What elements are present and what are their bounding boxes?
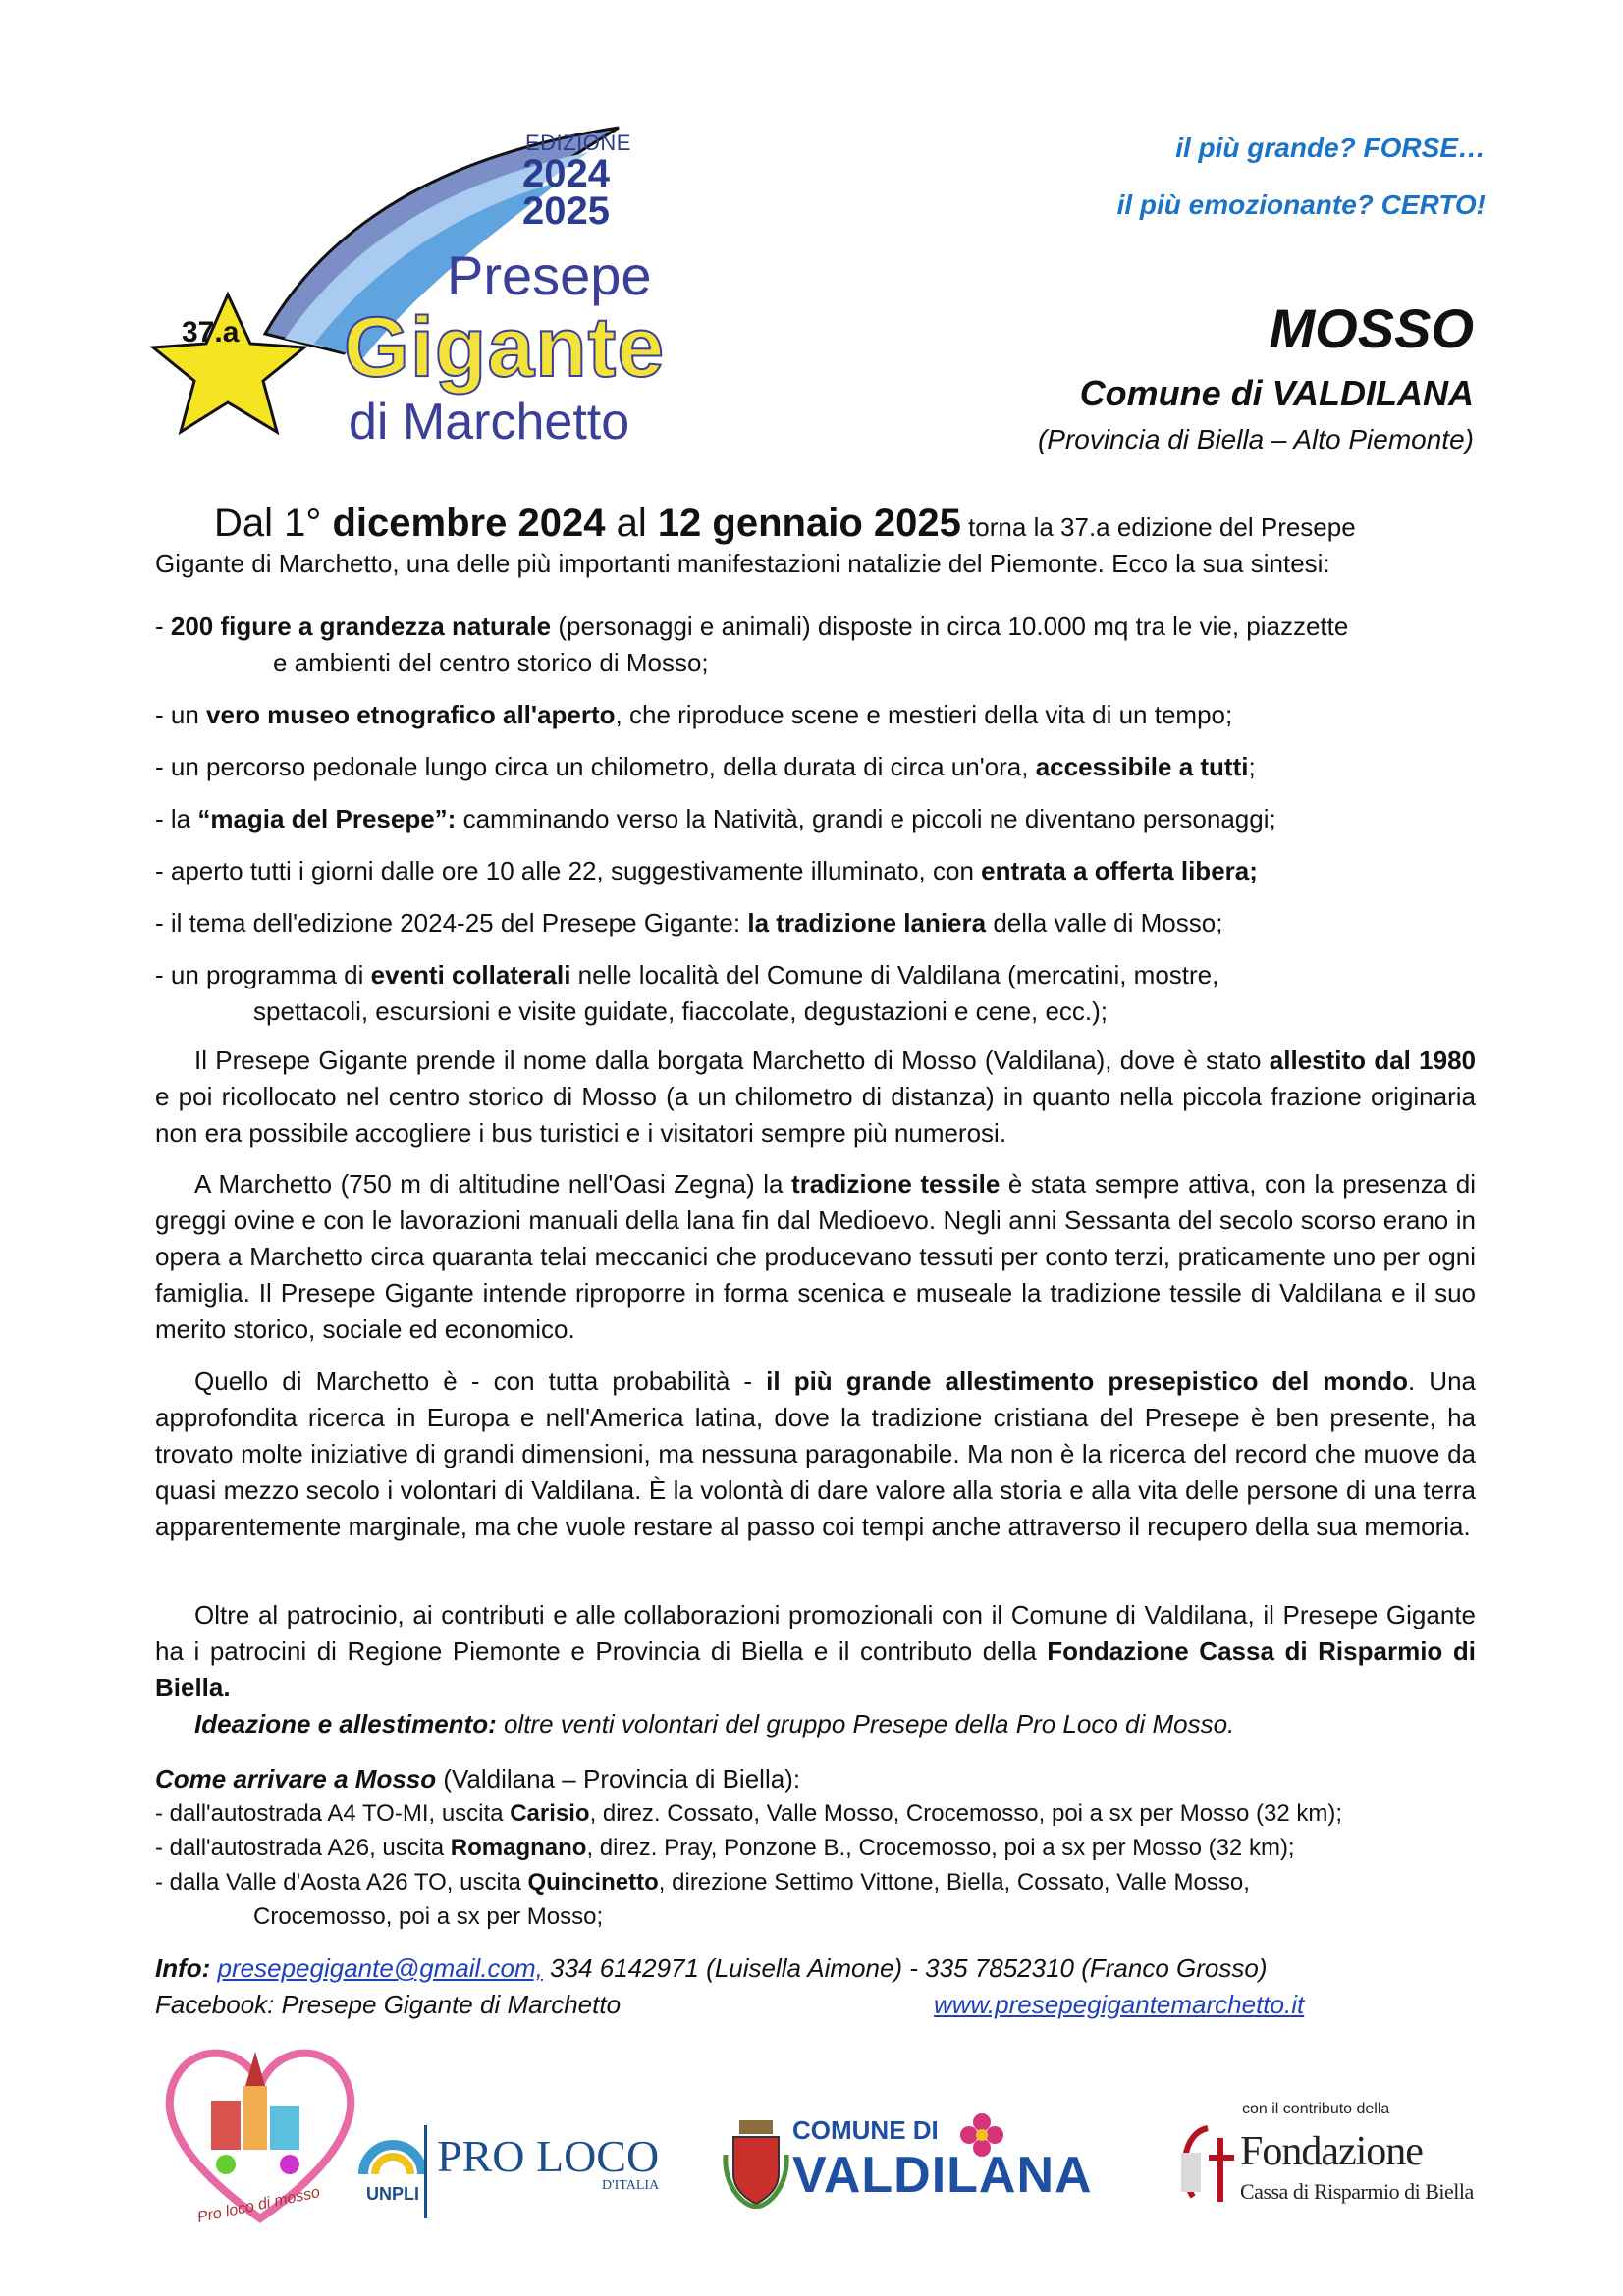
info-phones: 334 6142971 (Luisella Aimone) - 335 7852310 (Franco Grosso): [542, 1953, 1268, 1983]
directions-title: Come arrivare a Mosso: [155, 1764, 437, 1793]
coat-of-arms-icon: [722, 2115, 790, 2209]
proloco-italia-sub: D'ITALIA: [602, 2178, 660, 2193]
bullet-item: [155, 853, 1481, 889]
info-line: [155, 1950, 1510, 1987]
para-bold: Fondazione Cassa di Risparmio di Biella.: [155, 1636, 1476, 1702]
fondazione-text: Fondazione: [1240, 2129, 1423, 2174]
logo-gigante: Gigante: [344, 300, 666, 395]
route-item: [155, 1831, 1510, 1865]
route-item: [155, 1796, 1510, 1831]
fondazione-emblem-icon: [1173, 2118, 1242, 2207]
para-bold: allestito dal 1980: [1269, 1045, 1476, 1075]
bullet-item: [155, 697, 1481, 733]
intro-text-1: Dal 1°: [214, 502, 333, 545]
para-text: Il Presepe Gigante prende il nome dalla borgata Marchetto di Mosso (Valdilana), dove è stato: [194, 1045, 1270, 1075]
bullet-text: nelle località del Comune di Valdilana (mercatini, mostre,: [570, 960, 1219, 989]
unpli-logo: [353, 2120, 432, 2218]
bullet-text: -: [155, 612, 171, 641]
town-title: MOSSO: [1269, 297, 1474, 359]
route-exit: Quincinetto: [527, 1869, 659, 1896]
ideazione-text: oltre venti volontari del gruppo Presepe della Pro Loco di Mosso.: [496, 1709, 1235, 1738]
intro-text-3: torna la 37.a edizione del Presepe: [960, 512, 1356, 542]
edition-label: EDIZIONE: [525, 131, 631, 155]
bullet-item: [155, 801, 1481, 837]
para-bold: il più grande allestimento presepistico del mondo: [766, 1366, 1408, 1396]
bullet-bold: la tradizione laniera: [747, 908, 987, 937]
fondazione-logo: [1173, 2101, 1488, 2218]
logo-divider: [424, 2125, 427, 2218]
route-exit: Carisio: [510, 1800, 590, 1827]
comune-title: Comune di VALDILANA: [1079, 373, 1474, 413]
info-block: [155, 1950, 1510, 2023]
route-text: , direz. Pray, Ponzone B., Crocemosso, poi a sx per Mosso (32 km);: [586, 1835, 1295, 1861]
unpli-text: UNPLI: [366, 2184, 419, 2204]
paragraph-history: [155, 1042, 1476, 1151]
facebook-line: [155, 1987, 1510, 2023]
website-link[interactable]: www.presepegigantemarchetto.it: [934, 1990, 1305, 2019]
paragraph-record: [155, 1363, 1476, 1545]
contributo-text: con il contributo della: [1242, 2101, 1390, 2117]
bullet-text: - un: [155, 700, 207, 729]
para-text: è stata sempre attiva, con la presenza di greggi ovine e con le lavorazioni manuali della lana fin dal Medioevo. Negli anni Sessanta del secolo scorso erano in opera a Marchetto circa quaranta telai meccanici che producevano tessuti per conto terzi, praticamente uno per ogni famiglia. Il Presepe Gigante intende riproporre in forma scenica e museale la tradizione tessile di Valdilana e il suo merito storico, sociale ed economico.: [155, 1169, 1477, 1344]
intro-text-2: al: [605, 502, 658, 545]
bullet-list: [155, 609, 1481, 1030]
slogan-line-1: il più grande? FORSE…: [1175, 133, 1486, 163]
route-item: [155, 1865, 1510, 1899]
directions-title-line: [155, 1762, 1510, 1796]
proloco-italia-text: PRO LOCO: [437, 2131, 660, 2181]
comune-valdilana-logo: [722, 2110, 1105, 2218]
route-text: , direzione Settimo Vittone, Biella, Cossato, Valle Mosso,: [658, 1869, 1250, 1896]
bullet-continuation: e ambienti del centro storico di Mosso;: [273, 648, 709, 677]
bullet-bold: accessibile a tutti: [1035, 752, 1249, 781]
bullet-text: (personaggi e animali) disposte in circa 10.000 mq tra le vie, piazzette: [551, 612, 1349, 641]
bullet-bold: entrata a offerta libera;: [981, 856, 1258, 885]
bullet-text: - aperto tutti i giorni dalle ore 10 alle 22, suggestivamente illuminato, con: [155, 856, 982, 885]
slogan-line-2: il più emozionante? CERTO!: [1116, 189, 1486, 220]
provincia-subtitle: (Provincia di Biella – Alto Piemonte): [1037, 424, 1474, 454]
bullet-continuation: spettacoli, escursioni e visite guidate, fiaccolate, degustazioni e cene, ecc.);: [253, 996, 1109, 1026]
bullet-item: [155, 749, 1481, 785]
paragraph-textile: [155, 1166, 1476, 1348]
bullet-text: camminando verso la Natività, grandi e piccoli ne diventano personaggi;: [456, 804, 1276, 833]
email-link[interactable]: presepegigante@gmail.com,: [217, 1953, 543, 1983]
bullet-bold: 200 figure a grandezza naturale: [170, 612, 552, 641]
ideazione-label: Ideazione e allestimento:: [194, 1709, 497, 1738]
bullet-item: [155, 609, 1481, 645]
unpli-arc-icon: [353, 2120, 432, 2179]
proloco-mosso-text: Pro loco di mosso: [195, 2183, 322, 2227]
para-text: Oltre al patrocinio, ai contributi e alle collaborazioni promozionali con il Comune di Valdilana, il Presepe Gigante ha i patrocini di Regione Piemonte e Provincia di Biella e il contributo della: [155, 1600, 1476, 1666]
route-text: - dalla Valle d'Aosta A26 TO, uscita: [155, 1869, 528, 1896]
intro-end-date: 12 gennaio 2025: [657, 502, 961, 545]
directions-block: [155, 1762, 1510, 1934]
bullet-text: della valle di Mosso;: [986, 908, 1223, 937]
comune-di-text: COMUNE DI: [792, 2115, 939, 2145]
para-text: . Una approfondita ricerca in Europa e nell'America latina, dove la tradizione cristiana del Presepe è ben presente, ha trovato molte iniziative di grandi dimensioni, ma nessuna paragonabile. Ma non è la ricerca del record che muove da quasi mezzo secolo i volontari di Valdilana. È la volontà di dare valore alla storia e alla vita delle persone di una terra apparentemente marginale, ma che vuole restare al passo coi tempi anche attraverso il recupero della sua memoria.: [155, 1366, 1476, 1541]
bullet-bold: “magia del Presepe”:: [197, 804, 457, 833]
para-text: Quello di Marchetto è - con tutta probabilità -: [194, 1366, 767, 1396]
bullet-text: - la: [155, 804, 198, 833]
para-text: e poi ricollocato nel centro storico di Mosso (a un chilometro di distanza) in quanto nella piccola frazione originaria non era possibile accogliere i bus turistici e i visitatori sempre più numerosi.: [155, 1082, 1476, 1148]
logo-marchetto: di Marchetto: [349, 394, 630, 451]
para-bold: tradizione tessile: [791, 1169, 1001, 1199]
route-continuation: Crocemosso, poi a sx per Mosso;: [253, 1903, 604, 1930]
bullet-item: [155, 905, 1481, 941]
bullet-text: - un percorso pedonale lungo circa un chilometro, della durata di circa un'ora,: [155, 752, 1036, 781]
bullet-item: [155, 957, 1481, 993]
bullet-bold: eventi collaterali: [370, 960, 571, 989]
route-text: - dall'autostrada A26, uscita: [155, 1835, 451, 1861]
valdilana-text: VALDILANA: [792, 2147, 1093, 2204]
logo-presepe: Presepe: [447, 244, 652, 306]
ideazione-line: [155, 1706, 1476, 1742]
info-label: Info:: [155, 1953, 211, 1983]
route-text: - dall'autostrada A4 TO-MI, uscita: [155, 1800, 511, 1827]
route-exit: Romagnano: [450, 1835, 587, 1861]
edition-year-2: 2025: [522, 189, 610, 233]
star-number: 37.a: [182, 316, 240, 348]
bullet-text: - il tema dell'edizione 2024-25 del Presepe Gigante:: [155, 908, 748, 937]
intro-start-date: dicembre 2024: [332, 502, 606, 545]
proloco-italia-logo: [437, 2130, 659, 2194]
facebook-text: Facebook: Presepe Gigante di Marchetto: [155, 1990, 622, 2019]
directions-title-rest: (Valdilana – Provincia di Biella):: [436, 1764, 801, 1793]
bullet-text: - un programma di: [155, 960, 371, 989]
edition-year-1: 2024: [522, 152, 610, 195]
bullet-text: ;: [1248, 752, 1256, 781]
bullet-bold: vero museo etnografico all'aperto: [206, 700, 616, 729]
cassa-text: Cassa di Risparmio di Biella: [1240, 2179, 1474, 2204]
paragraph-sponsors: [155, 1597, 1476, 1706]
proloco-mosso-logo: [157, 2032, 363, 2228]
intro-paragraph: [155, 502, 1481, 582]
route-text: , direz. Cossato, Valle Mosso, Crocemosso, poi a sx per Mosso (32 km);: [589, 1800, 1343, 1827]
bullet-text: , che riproduce scene e mestieri della vita di un tempo;: [615, 700, 1233, 729]
intro-line-2: Gigante di Marchetto, una delle più importanti manifestazioni natalizie del Piemonte. Ecco la sua sintesi:: [155, 549, 1330, 578]
para-text: A Marchetto (750 m di altitudine nell'Oasi Zegna) la: [194, 1169, 792, 1199]
